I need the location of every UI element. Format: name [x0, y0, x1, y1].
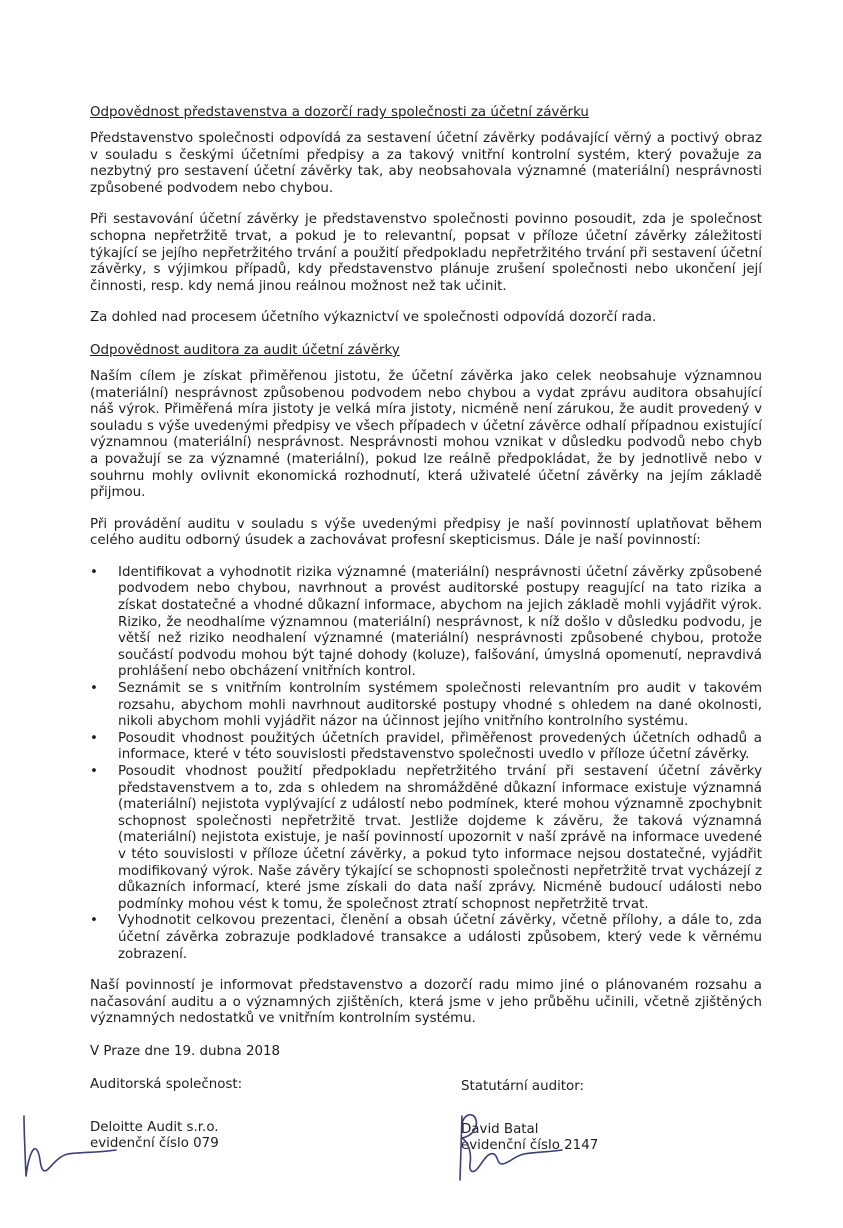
document-body: [90, 104, 762, 1227]
list-item-text: Identifikovat a vyhodnotit rizika významné (materiální) nesprávnosti účetní závěrky způsobené podvodem nebo chybou, navrhnout a provést auditorské postupy reagující na tato rizika a získat dostatečné a vhodné důkazní informace, abychom na jejich základě mohli vyjádřit výrok. Riziko, že neodhalíme významnou (materiální) nesprávnost, k níž došlo v důsledku podvodu, je větší než riziko neodhalení významné (materiální) nesprávnosti způsobené chybou, protože součástí podvodu mohou být tajné dohody (koluze), falšování, úmyslná opomenutí, nepravdivá prohlášení nebo obcházení vnitřních kontrol.: [118, 564, 762, 680]
list-item-text: Seznámit se s vnitřním kontrolním systémem společnosti relevantním pro audit v takovém rozsahu, abychom mohli navrhnout auditorské postupy vhodné s ohledem na dané okolnosti, nikoli abychom mohli vyjádřit názor na účinnost jejího vnitřního kontrolního systému.: [118, 681, 762, 730]
paragraph: Při sestavování účetní závěrky je představenstvo společnosti povinno posoudit, zda je společnost schopna nepřetržitě trvat, a pokud je to relevantní, popsat v příloze účetní závěrky záležitosti týkající se jejího nepřetržitého trvání a použití předpokladu nepřetržitého trvání při sestavení účetní závěrky, s výjimkou případů, kdy představenstvo plánuje zrušení společnosti nebo ukončení její činnosti, resp. kdy nemá jinou reálnou možnost než tak učinit.: [90, 212, 762, 294]
paragraph: Představenstvo společnosti odpovídá za sestavení účetní závěrky podávající věrný a poctivý obraz v souladu s českými účetními předpisy a za takový vnitřní kontrolní systém, který považuje za nezbytný pro sestavení účetní závěrky tak, aby neobsahovala významné (materiální) nesprávnosti způsobené podvodem nebo chybou.: [90, 131, 762, 196]
signatory-registration: evidenční číslo 2147: [461, 1138, 599, 1154]
bullet-icon: •: [90, 730, 98, 746]
bullet-icon: •: [90, 681, 98, 697]
signatory-role: Auditorská společnost:: [90, 1076, 243, 1092]
list-item: [90, 565, 762, 681]
list-item-text: Posoudit vhodnost použitých účetních pravidel, přiměřenost provedených účetních odhadů a informace, které v této souvislosti představenstvo společnosti uvedlo v příloze účetní závěrky.: [118, 730, 762, 763]
list-item-text: Posoudit vhodnost použití předpokladu nepřetržitého trvání při sestavení účetní závěrky představenstvem a to, zda s ohledem na shromážděné důkazní informace existuje významná (materiální) nejistota vyplývající z událostí nebo podmínek, které mohou významně zpochybnit schopnost společnosti nepřetržitě trvat. Jestliže dojdeme k závěru, že taková významná (materiální) nejistota existuje, je naší povinností upozornit v naší zprávě na informace uvedené v této souvislosti v příloze účetní závěrky, a pokud tyto informace nejsou dostatečné, vyjádřit modifikovaný výrok. Naše závěry týkající se schopnosti společnosti nepřetržitě trvat vycházejí z důkazních informací, které jsme získali do data naší zprávy. Nicméně budoucí události nebo podmínky mohou vést k tomu, že společnost ztratí schopnost nepřetržitě trvat.: [118, 764, 762, 912]
bullet-icon: •: [90, 764, 98, 779]
signature-block: [90, 1077, 762, 1227]
section-heading-auditor-responsibility: Odpovědnost auditora za audit účetní závěrky: [90, 342, 400, 358]
list-item: [90, 681, 762, 731]
paragraph: Naším cílem je získat přiměřenou jistotu, že účetní závěrka jako celek neobsahuje významnou (materiální) nesprávnost způsobenou podvodem nebo chybou a vydat zprávu auditora obsahující náš výrok. Přiměřená míra jistoty je velká míra jistoty, nicméně není zárukou, že audit provedený v souladu s výše uvedenými předpisy ve všech případech v účetní závěrce odhalí případnou existující významnou (materiální) nesprávnost. Nesprávnosti mohou vznikat v důsledku podvodů nebo chyb a považují se za významné (materiální), pokud lze reálně předpokládat, že by jednotlivě nebo v souhrnu mohly ovlivnit ekonomická rozhodnutí, která uživatelé účetní závěrky na jejím základě přijmou.: [90, 368, 762, 501]
paragraph: Při provádění auditu v souladu s výše uvedenými předpisy je naší povinností uplatňovat během celého auditu odborný úsudek a zachovávat profesní skepticismus. Dále je naší povinností:: [90, 516, 762, 549]
signatory-role: Statutární auditor:: [461, 1078, 585, 1094]
list-item: [90, 764, 762, 913]
paragraph: Za dohled nad procesem účetního výkaznictví ve společnosti odpovídá dozorčí rada.: [90, 310, 657, 326]
list-item: [90, 913, 762, 963]
audit-duties-list: [90, 565, 762, 963]
signatory-registration: evidenční číslo 079: [90, 1136, 219, 1152]
closing-paragraph: Naší povinností je informovat představenstvo a dozorčí radu mimo jiné o plánovaném rozsahu a načasování auditu a o významných zjištěních, která jsme v jeho průběhu učinili, včetně zjištěných významných nedostatků ve vnitřním kontrolním systému.: [90, 978, 762, 1027]
signatory-name: Deloitte Audit s.r.o.: [90, 1119, 219, 1135]
bullet-icon: •: [90, 913, 98, 929]
list-item-text: Vyhodnotit celkovou prezentaci, členění a obsah účetní závěrky, včetně přílohy, a dále to, zda účetní závěrka zobrazuje podkladové transakce a události způsobem, který vede k věrnému zobrazení.: [118, 913, 762, 962]
handwritten-signature-right: [454, 1108, 564, 1188]
handwritten-signature-left: [20, 1110, 120, 1190]
date-line: V Praze dne 19. dubna 2018: [90, 1043, 281, 1059]
bullet-icon: •: [90, 564, 98, 580]
list-item: [90, 731, 762, 764]
signatory-name: David Batal: [461, 1121, 539, 1137]
section-heading-board-responsibility: Odpovědnost představenstva a dozorčí rady společnosti za účetní závěrku: [90, 105, 589, 120]
